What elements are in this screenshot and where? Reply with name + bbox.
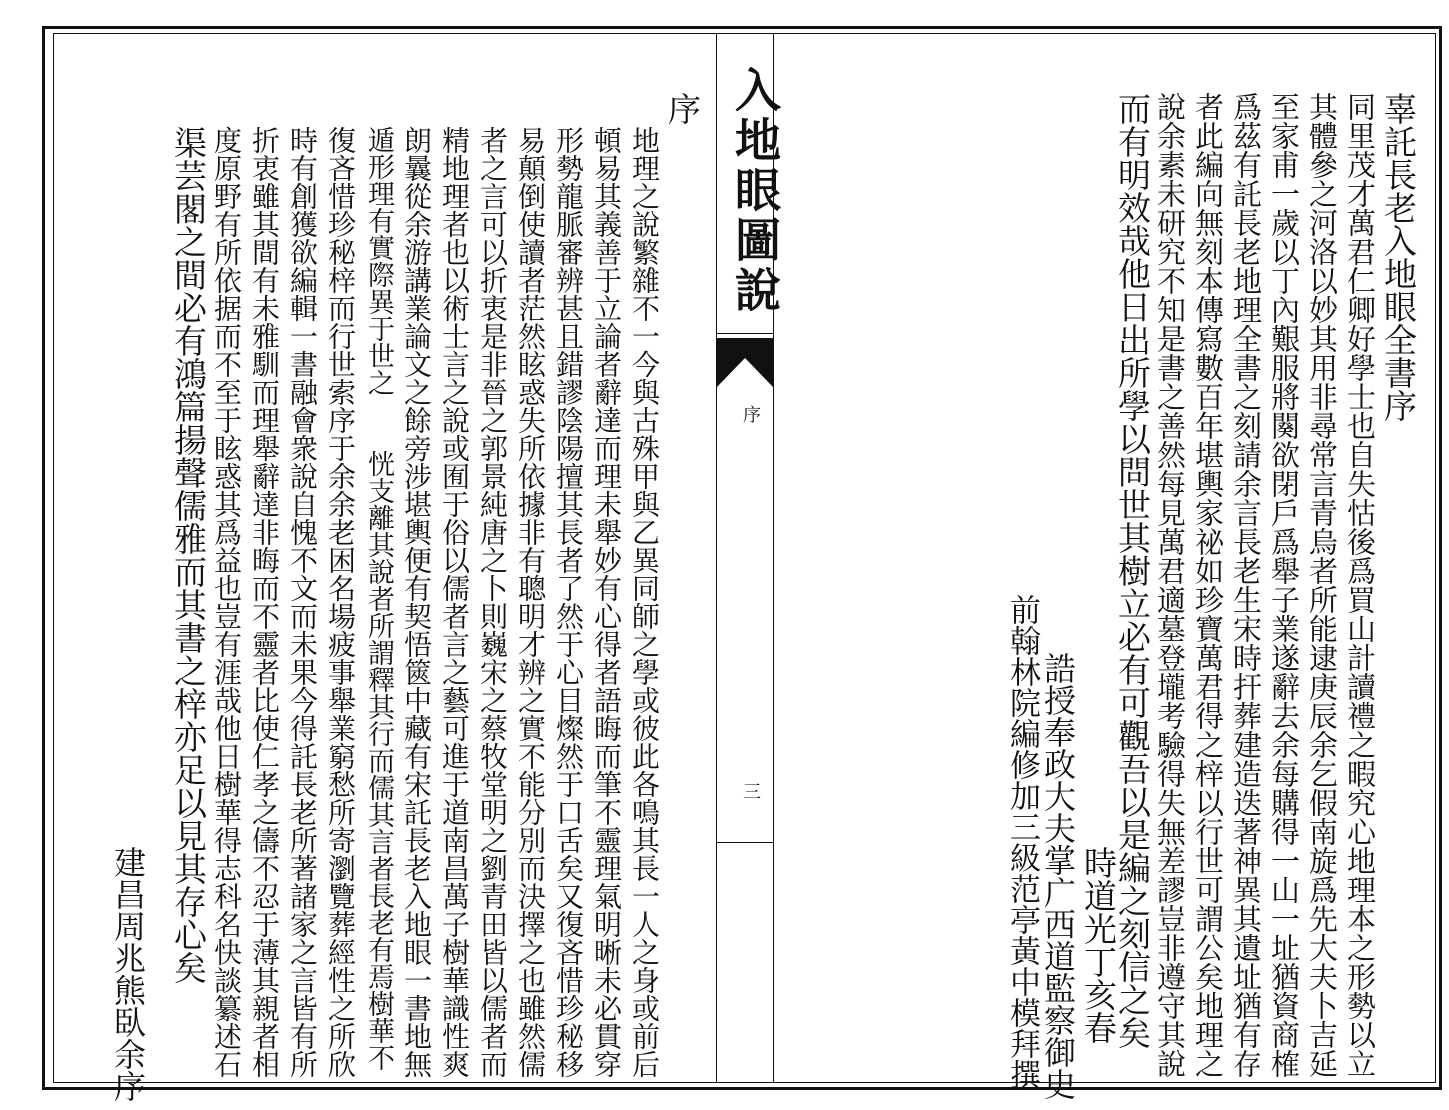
section-label: 序 <box>740 405 761 423</box>
text-column: 爲茲有託長老地理全書之刻請余言長老生宋時扞葬建造迭著神異其遺址猶有存 <box>1229 92 1263 1078</box>
author-signature-line: 前翰林院編修加三級范亭黃中模拜撰 <box>1004 594 1040 1090</box>
page-number: 三 <box>740 782 761 800</box>
date-line: 時道光丁亥春 <box>1079 846 1118 1044</box>
text-column: 說余素未研究不知是書之善然每見萬君適墓登壠考驗得失無差謬豈非遵守其說 <box>1153 92 1187 1078</box>
text-column: 精地理者也以術士言之說或囿于俗以儒者言之藝可進于道南昌萬子樹華識性爽 <box>438 126 471 1078</box>
preface-title: 辜託長老入地眼全書序 <box>1379 92 1418 422</box>
preface-signature: 建昌周兆熊臥余序 <box>109 846 147 1102</box>
text-column: 度原野有所依据而不至于眩惑其爲益也豈有涯哉他日樹華得志科名快談纂述石 <box>210 126 243 1078</box>
text-column: 遁形理有實際異于世之 恍支離其說者所謂釋其行而儒其言者長老有焉樹華不 <box>363 126 394 1071</box>
text-column: 地理之說繁雜不一今與古殊甲與乙異同師之學或彼此各鳴其長一人之身或前后 <box>628 126 661 1078</box>
text-column: 渠芸閣之間必有鴻篇揚聲儒雅而其書之梓亦足以見其存心矣 <box>169 126 208 984</box>
text-column: 者之言可以折衷是非晉之郭景純唐之卜則巍宋之蔡牧堂明之劉青田皆以儒者而 <box>476 126 509 1078</box>
text-column: 時有創獲欲編輯一書融會衆說自愧不文而未果今得託長老所著諸家之言皆有所 <box>286 126 319 1078</box>
text-column: 而有明效哉他日出所學以問世其樹立必有可觀吾以是編之刻信之矣 <box>1113 92 1152 1049</box>
book-title: 入地眼圖說 <box>728 66 782 316</box>
text-column: 頓易其義善于立論者辭達而理未舉妙有心得者語晦而筆不靈理氣明晰未必貫穿 <box>590 126 623 1078</box>
text-column: 易顛倒使讀者茫然眩惑失所依據非有聰明才辨之實不能分別而決擇之也雖然儒 <box>514 126 547 1078</box>
text-column: 其體參之河洛以妙其用非尋常言青烏者所能逮庚辰余乞假南旋爲先大夫卜吉延 <box>1305 92 1339 1078</box>
text-column: 至家甫一歲以丁內艱服將闋欲閉戶爲舉子業遂辭去余每購得一山一址猶資商榷 <box>1267 92 1301 1078</box>
text-column: 朗曩從余游講業論文之餘旁涉堪輿便有契悟篋中藏有宋託長老入地眼一書地無 <box>400 126 433 1078</box>
author-title-line: 誥授奉政大夫掌广西道監察御史 <box>1039 652 1077 1100</box>
fishtail-mark-icon <box>716 338 774 388</box>
text-column: 折衷雖其間有未雅馴而理舉辭達非晦而不靈者比使仁孝之儔不忍于薄其親者相 <box>248 126 281 1078</box>
text-column: 復吝惜珍秘梓而行世索序于余余老困名場疲事舉業窮愁所寄瀏覽葬經性之所欣 <box>324 126 357 1078</box>
text-column: 同里茂才萬君仁卿好學士也自失怙後爲買山計讀禮之暇究心地理本之形勢以立 <box>1343 92 1377 1078</box>
preface-heading: 序 <box>663 92 702 125</box>
spine-divider-bottom <box>716 842 774 843</box>
text-column: 形勢龍脈審辨甚且錯謬陰陽擅其長者了然于心目燦然于口舌矣又復吝惜珍秘移 <box>552 126 585 1078</box>
spine-divider-top <box>716 333 774 334</box>
text-column: 者此編向無刻本傳寫數百年堪輿家祕如珍寶萬君得之梓以行世可謂公矣地理之 <box>1191 92 1225 1078</box>
